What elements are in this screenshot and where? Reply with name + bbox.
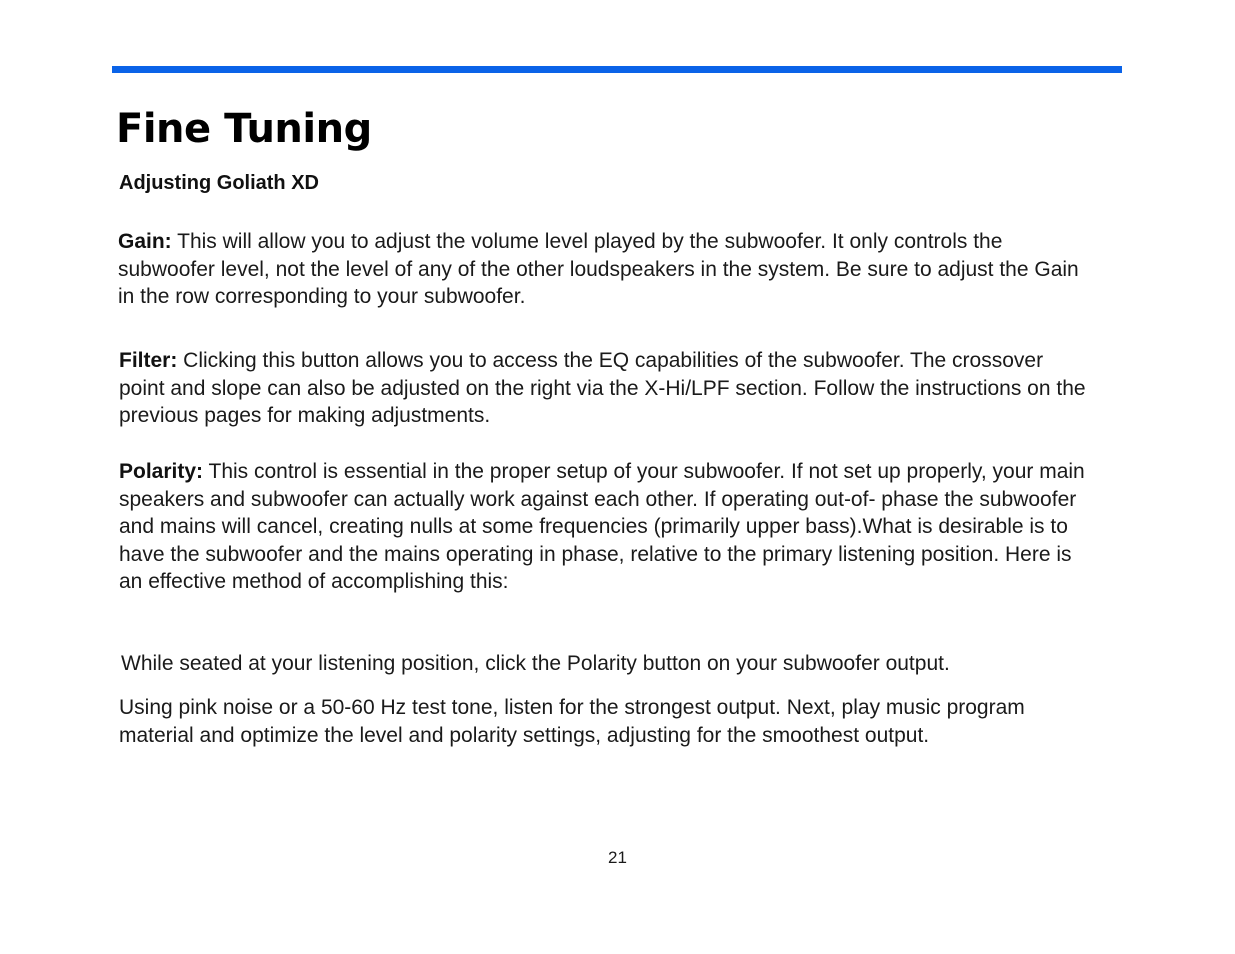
- polarity-paragraph: [119, 458, 1094, 596]
- polarity-step-1: While seated at your listening position, click the Polarity button on your subwoofer output.: [121, 652, 950, 675]
- page-title: Fine Tuning: [116, 106, 372, 152]
- gain-label: Gain:: [118, 230, 172, 253]
- filter-label: Filter:: [119, 349, 178, 372]
- filter-paragraph: [119, 347, 1094, 430]
- polarity-step-2: Using pink noise or a 50-60 Hz test tone, listen for the strongest output. Next, play music program material and optimize the level and polarity settings, adjusting for the smoothest output.: [119, 696, 1025, 747]
- polarity-description: This control is essential in the proper setup of your subwoofer. If not set up properly, your main speakers and subwoofer can actually work against each other. If operating out-of- phase the subwoofer and mains will cancel, creating nulls at some frequencies (primarily upper bass).What is desirable is to have the subwoofer and the mains operating in phase, relative to the primary listening position. Here is an effective method of accomplishing this:: [119, 460, 1085, 593]
- filter-description: Clicking this button allows you to access the EQ capabilities of the subwoofer. The crossover point and slope can also be adjusted on the right via the X-Hi/LPF section. Follow the instructions on the previous pages for making adjustments.: [119, 349, 1086, 427]
- section-subtitle: Adjusting Goliath XD: [119, 172, 319, 194]
- gain-description: This will allow you to adjust the volume level played by the subwoofer. It only controls the subwoofer level, not the level of any of the other loudspeakers in the system. Be sure to adjust the Gain in the row corresponding to your subwoofer.: [118, 230, 1079, 308]
- header-rule: [112, 66, 1122, 73]
- page-number: 21: [608, 848, 627, 867]
- gain-paragraph: [118, 228, 1093, 311]
- polarity-label: Polarity:: [119, 460, 204, 483]
